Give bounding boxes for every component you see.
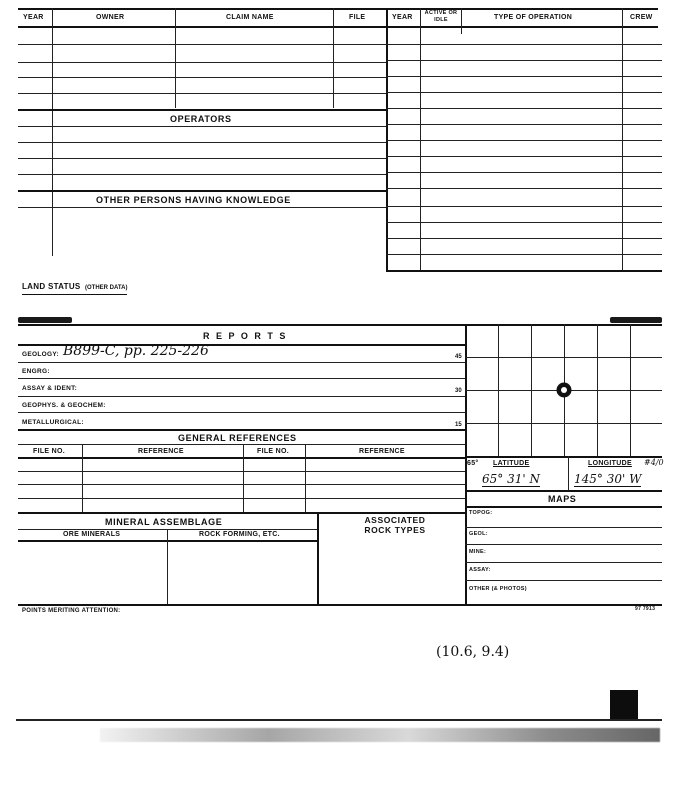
gr-file-no-2: FILE NO. — [257, 448, 289, 455]
map-mine: MINE: — [469, 549, 487, 555]
location-marker-icon — [555, 381, 573, 399]
geology-num: 45 — [455, 354, 462, 360]
longitude-ref: #4/0 — [644, 458, 664, 467]
general-references-title: GENERAL REFERENCES — [178, 433, 297, 443]
handwritten-coordinates: (10.6, 9.4) — [436, 644, 510, 660]
mineral-assemblage-title: MINERAL ASSEMBLAGE — [105, 517, 223, 527]
assay-num: 30 — [455, 388, 462, 394]
engrg-label: ENGRG: — [22, 368, 50, 375]
maps-title: MAPS — [548, 494, 577, 504]
section-marker-right — [610, 317, 662, 323]
header-file: FILE — [349, 14, 366, 21]
section-marker-left — [18, 317, 72, 323]
assay-label: ASSAY & IDENT: — [22, 385, 78, 392]
map-assay: ASSAY: — [469, 567, 491, 573]
geophys-label: GEOPHYS. & GEOCHEM: — [22, 402, 106, 409]
ore-minerals-label: ORE MINERALS — [63, 531, 121, 538]
latitude-label: LATITUDE — [493, 460, 530, 467]
land-status-title: LAND STATUS — [22, 282, 81, 291]
left-degree: 65° — [467, 460, 479, 467]
map-other-photos: OTHER (& PHOTOS) — [469, 586, 527, 592]
reports-title: R E P O R T S — [203, 331, 288, 341]
map-geol: GEOL: — [469, 531, 488, 537]
gr-reference-2: REFERENCE — [359, 448, 405, 455]
operators-title: OPERATORS — [170, 114, 232, 124]
gr-reference: REFERENCE — [138, 448, 184, 455]
scan-edge-line — [16, 719, 662, 721]
points-meriting-attention: POINTS MERITING ATTENTION: — [22, 608, 121, 614]
longitude-value: 145° 30' W — [574, 472, 642, 486]
gr-file-no: FILE NO. — [33, 448, 65, 455]
latitude-value: 65° 31' N — [482, 472, 540, 486]
header-claim-name: CLAIM NAME — [226, 14, 274, 21]
land-status — [22, 276, 127, 295]
scan-noise-band — [100, 728, 660, 742]
metallurgical-label: METALLURGICAL: — [22, 419, 84, 426]
land-status-sub: (OTHER DATA) — [85, 285, 128, 291]
header-year: YEAR — [23, 14, 44, 21]
associated-rock-types-title: ASSOCIATED ROCK TYPES — [364, 515, 426, 535]
map-topog: TOPOG: — [469, 510, 493, 516]
header-year-2: YEAR — [392, 14, 413, 21]
geology-value: B899-C, pp. 225-226 — [63, 343, 209, 359]
header-owner: OWNER — [96, 14, 125, 21]
header-crew: CREW — [630, 14, 653, 21]
metallurgical-num: 15 — [455, 422, 462, 428]
geology-label: GEOLOGY: — [22, 351, 59, 358]
longitude-label: LONGITUDE — [588, 460, 632, 467]
scan-black-block — [610, 690, 638, 720]
rock-forming-label: ROCK FORMING, ETC. — [199, 531, 280, 538]
header-type-of-operation: TYPE OF OPERATION — [494, 14, 573, 21]
header-active-or-idle: ACTIVE OR IDLE — [424, 10, 458, 23]
other-persons-title: OTHER PERSONS HAVING KNOWLEDGE — [96, 195, 291, 205]
form-number: 97 7913 — [635, 606, 656, 612]
